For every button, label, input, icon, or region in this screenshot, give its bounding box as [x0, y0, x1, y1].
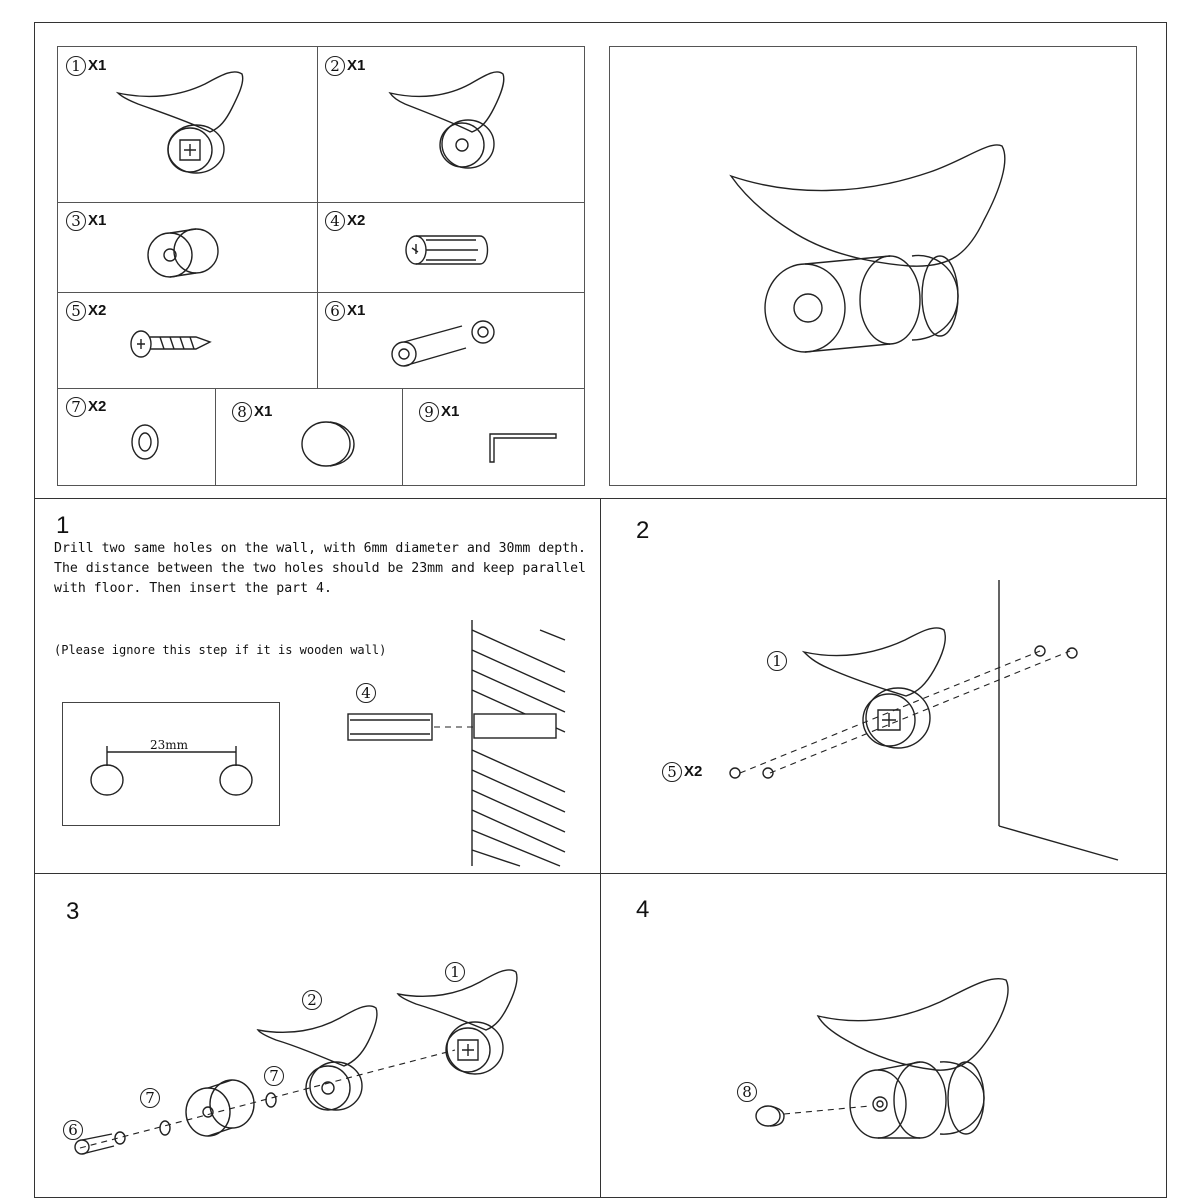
step1-holes-drawing [91, 746, 252, 795]
step-1-number: 1 [56, 512, 70, 539]
part-3-drawing [148, 229, 218, 277]
step2-part-label: 1 [767, 651, 787, 671]
part-label-4: 4 X2 [325, 211, 365, 231]
part-label-6: 6 X1 [325, 301, 365, 321]
part-4-drawing [406, 236, 488, 264]
step-4-number: 4 [636, 896, 650, 923]
step-1-instruction: Drill two same holes on the wall, with 6mm diameter and 30mm depth. The distance between the two holes should be 23mm and keep parallel with floor. Then insert the part 4. [54, 541, 594, 596]
part-label-8: 8 X1 [232, 402, 272, 422]
part-9-drawing [490, 434, 556, 462]
step-3-number: 3 [66, 898, 80, 925]
part-8-drawing [302, 422, 354, 466]
part-5-drawing [131, 331, 210, 357]
step3-label-6: 6 [63, 1120, 83, 1140]
assembled-bird-drawing [731, 145, 1005, 352]
part-2-drawing [390, 72, 504, 168]
step1-wall-drawing [348, 620, 565, 866]
part-label-9: 9 X1 [419, 402, 459, 422]
step4-drawing [756, 979, 1008, 1138]
step3-drawing [75, 970, 517, 1154]
part-6-drawing [392, 321, 494, 366]
part-label-2: 2 X1 [325, 56, 365, 76]
part-label-1: 1 X1 [66, 56, 106, 76]
part-label-3: 3 X1 [66, 211, 106, 231]
part-7-drawing [132, 425, 158, 459]
step2-screw-label: 5 X2 [662, 762, 702, 782]
step-1-note: (Please ignore this step if it is wooden wall) [54, 643, 387, 657]
part-1-drawing [118, 72, 243, 173]
step3-label-7a: 7 [140, 1088, 160, 1108]
part-label-5: 5 X2 [66, 301, 106, 321]
distance-label: 23mm [150, 738, 189, 752]
step3-label-2: 2 [302, 990, 322, 1010]
part-label-7: 7 X2 [66, 397, 106, 417]
step4-part-label: 8 [737, 1082, 757, 1102]
step1-part-label: 4 [356, 683, 376, 703]
step3-label-7b: 7 [264, 1066, 284, 1086]
step3-label-1: 1 [445, 962, 465, 982]
step2-drawing [730, 580, 1118, 860]
step-2-number: 2 [636, 517, 650, 544]
